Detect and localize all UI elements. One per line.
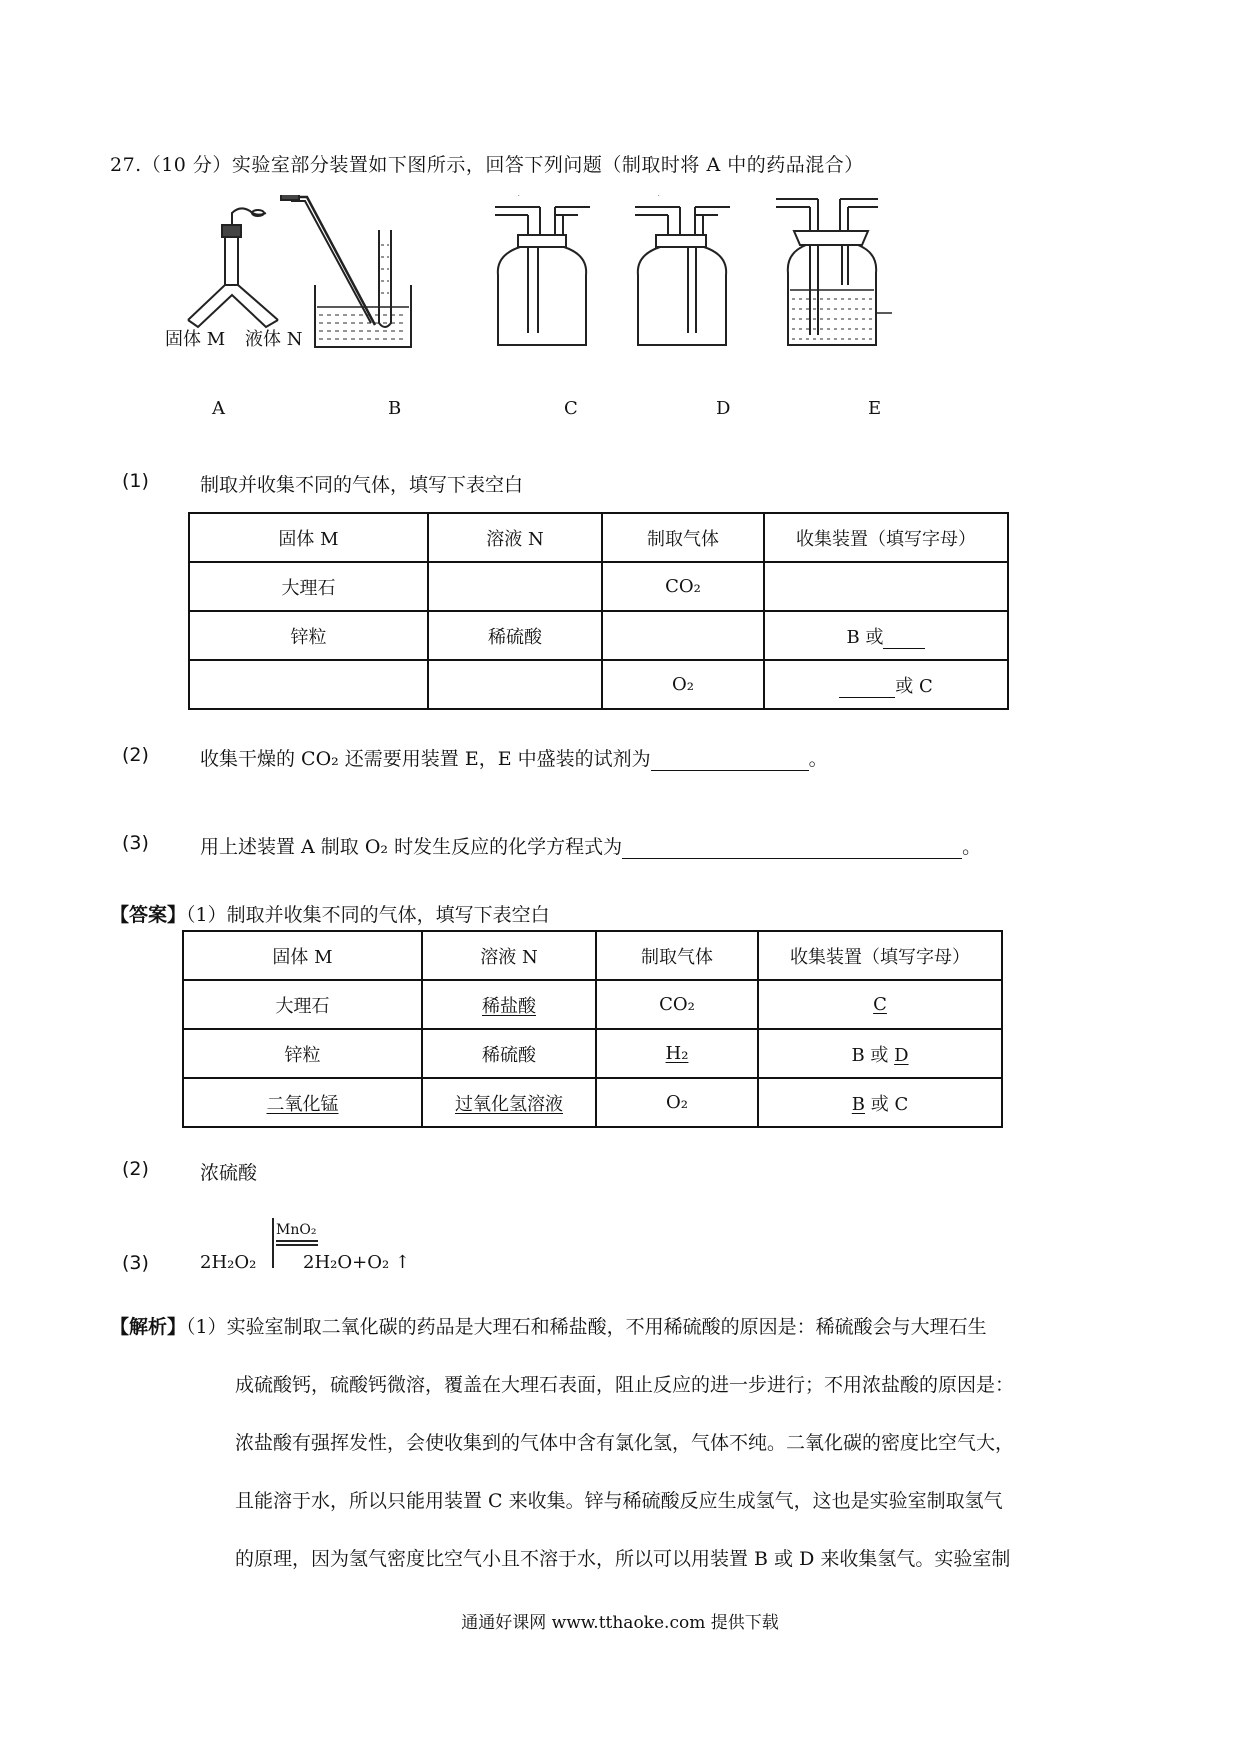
table-row (183, 1029, 1002, 1078)
table-header-cell: 固体 M (189, 513, 428, 562)
table-cell (183, 1078, 422, 1127)
answer-table (182, 930, 1003, 1128)
analysis-line: 浓盐酸有强挥发性，会使收集到的气体中含有氯化氢，气体不纯。二氧化碳的密度比空气大， (235, 1432, 1015, 1454)
table-cell-blank[interactable] (428, 562, 602, 611)
answer-value: C (873, 994, 887, 1015)
equation-line (276, 1240, 318, 1242)
table-cell: O₂ (596, 1078, 758, 1127)
table-cell-text: 或 C (895, 675, 933, 697)
table-cell: CO₂ (602, 562, 764, 611)
analysis-line: 成硫酸钙，硫酸钙微溶，覆盖在大理石表面，阻止反应的进一步进行；不用浓盐酸的原因是： (235, 1374, 1015, 1396)
table-cell: 锌粒 (183, 1029, 422, 1078)
table-cell: 大理石 (183, 980, 422, 1029)
answer-blank[interactable] (839, 677, 895, 698)
table-header-cell: 制取气体 (596, 931, 758, 980)
part1-number: (1) (122, 470, 149, 492)
part2-number: (2) (122, 744, 149, 766)
answer-value: 过氧化氢溶液 (455, 1093, 563, 1115)
table-cell (422, 980, 596, 1029)
answer-blank[interactable] (622, 836, 962, 859)
table-cell (422, 1078, 596, 1127)
table-cell: 锌粒 (189, 611, 428, 660)
table-header-cell: 溶液 N (428, 513, 602, 562)
table-cell-text: B 或 (851, 1044, 895, 1066)
page-footer: 通通好课网 www.tthaoke.com 提供下载 (461, 1613, 779, 1633)
table-header-cell: 溶液 N (422, 931, 596, 980)
question-title: 27.（10 分）实验室部分装置如下图所示，回答下列问题（制取时将 A 中的药品混合） (110, 154, 864, 176)
table-row (183, 980, 1002, 1029)
equation-catalyst: MnO₂ (276, 1222, 317, 1238)
answer-value: D (894, 1044, 909, 1066)
answer-value: 稀盐酸 (482, 995, 536, 1017)
answer-blank[interactable] (651, 748, 809, 771)
part1-text: 制取并收集不同的气体，填写下表空白 (200, 474, 524, 496)
analysis-line: 的原理，因为氢气密度比空气小且不溶于水，所以可以用装置 B 或 D 来收集氢气。实验室制 (235, 1548, 1011, 1570)
answer-line (110, 900, 550, 927)
table-cell: 稀硫酸 (422, 1029, 596, 1078)
analysis-line: 且能溶于水，所以只能用装置 C 来收集。锌与稀硫酸反应生成氢气，这也是实验室制取氢气 (235, 1490, 1003, 1512)
table-cell: O₂ (602, 660, 764, 709)
answer-value: B (851, 1093, 865, 1115)
equation-line (276, 1244, 318, 1246)
table-cell: 稀硫酸 (428, 611, 602, 660)
apparatus-figure (170, 195, 990, 385)
apparatus-label-e: E (868, 398, 882, 419)
table-header-cell: 制取气体 (602, 513, 764, 562)
table-cell-blank[interactable] (764, 562, 1008, 611)
table-header-cell: 固体 M (183, 931, 422, 980)
table-header-cell: 收集装置（填写字母） (764, 513, 1008, 562)
analysis-block (110, 1298, 1130, 1588)
apparatus-e-bottle (776, 199, 892, 345)
part3-end: 。 (962, 836, 982, 858)
analysis-line-1 (110, 1298, 1130, 1356)
table-header-row (189, 513, 1008, 562)
label-liquid-n: 液体 N (245, 329, 303, 350)
table-row (189, 562, 1008, 611)
analysis-label: 【解析】 (110, 1316, 187, 1338)
apparatus-label-a: A (212, 398, 225, 419)
table-cell (764, 660, 1008, 709)
equation-left: 2H₂O₂ (200, 1252, 257, 1273)
part3-line (200, 832, 981, 859)
answer-value: 二氧化锰 (266, 1093, 339, 1115)
table-cell-text: 或 C (865, 1093, 909, 1115)
table-cell (758, 1029, 1002, 1078)
answer-part2-text: 浓硫酸 (200, 1162, 258, 1184)
apparatus-label-d: D (716, 398, 731, 419)
table-cell-text: B 或 (846, 626, 884, 648)
analysis-text: （1）实验室制取二氧化碳的药品是大理石和稀盐酸，不用稀硫酸的原因是：稀硫酸会与大理石生 (186, 1316, 987, 1338)
table-row (183, 1078, 1002, 1127)
table-cell (596, 1029, 758, 1078)
part3-text: 用上述装置 A 制取 O₂ 时发生反应的化学方程式为 (200, 836, 623, 858)
equation-right: 2H₂O+O₂ ↑ (303, 1252, 410, 1273)
table-cell-blank[interactable] (602, 611, 764, 660)
part2-end: 。 (808, 748, 828, 770)
table-cell: 大理石 (189, 562, 428, 611)
part2-text: 收集干燥的 CO₂ 还需要用装置 E，E 中盛装的试剂为 (200, 748, 651, 770)
answer-part1-text: （1）制取并收集不同的气体，填写下表空白 (186, 904, 550, 926)
equation-bar (272, 1218, 274, 1268)
question-table (188, 512, 1009, 710)
table-row (189, 660, 1008, 709)
apparatus-label-b: B (388, 398, 402, 419)
part2-line (200, 744, 828, 771)
answer-blank[interactable] (883, 628, 925, 649)
answer-value: H₂ (665, 1043, 689, 1064)
table-row (189, 611, 1008, 660)
part3-number: (3) (122, 832, 149, 854)
table-cell-blank[interactable] (189, 660, 428, 709)
table-header-row (183, 931, 1002, 980)
table-cell (764, 611, 1008, 660)
answer-label: 【答案】 (110, 904, 187, 926)
apparatus-c-bottle (482, 195, 590, 345)
answer-part3-number: (3) (122, 1252, 149, 1274)
table-cell (758, 980, 1002, 1029)
apparatus-label-c: C (564, 398, 578, 419)
apparatus-d-bottle (625, 195, 730, 345)
table-cell-blank[interactable] (428, 660, 602, 709)
label-solid-m: 固体 M (165, 329, 226, 350)
apparatus-a-y-tube (188, 208, 278, 327)
answer-part2-number: (2) (122, 1158, 149, 1180)
table-cell (758, 1078, 1002, 1127)
table-cell: CO₂ (596, 980, 758, 1029)
table-header-cell: 收集装置（填写字母） (758, 931, 1002, 980)
